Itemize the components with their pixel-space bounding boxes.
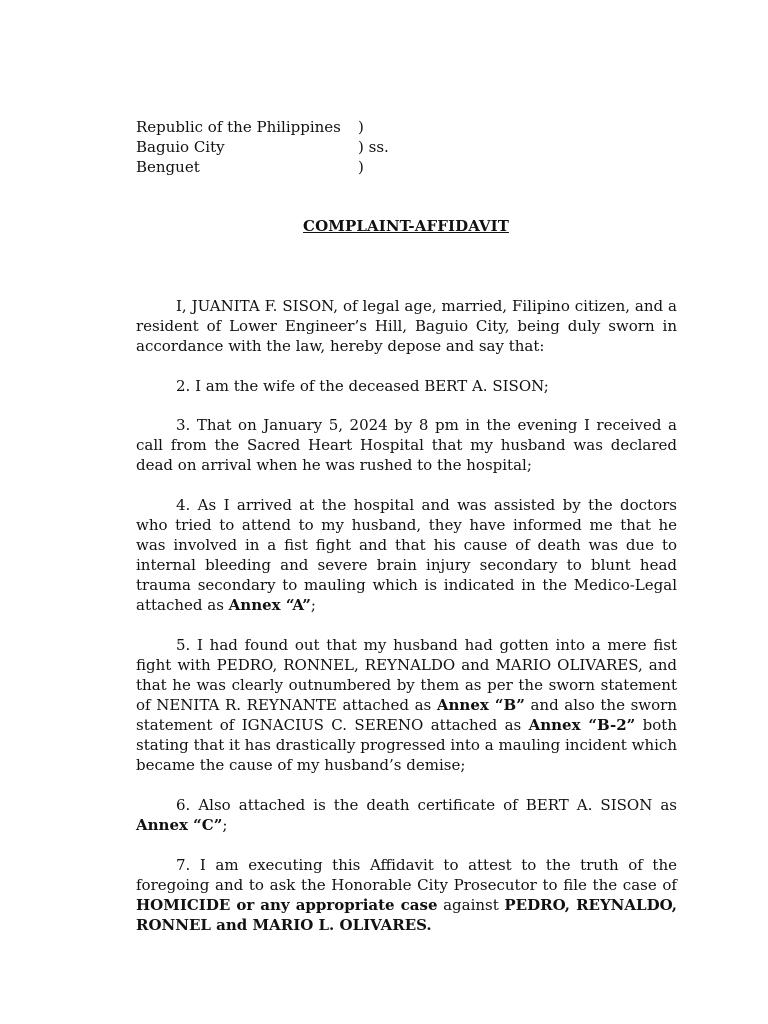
paragraph-3: 3. That on January 5, 2024 by 8 pm in the evening I received a call from the Sacred Heart Hospital that my husband was declared dead on arrival when he was rushed to the hospital; [136,416,677,474]
annex-reference: Annex “C” [136,816,223,834]
paragraph-2: 2. I am the wife of the deceased BERT A. SISON; [176,377,549,395]
paragraph-text: 4. As I arrived at the hospital and was assisted by the doctors who tried to attend to my husband, they have informed me that he was involved in a fist fight and that his cause of death was due to internal bleeding and severe brain injury secondary to blunt head trauma secondary to mauling which is indicated in the Medico-Legal attached as [136,496,677,614]
paragraph-text: 5. I had found out that my husband had gotten into a mere fist fight with PEDRO, RONNEL, REYNALDO and MARIO OLIVARES, and that he was clearly outnumbered by them as per the sworn statement of NENITA R. REYNANTE attached as [136,636,677,714]
paragraph-5 [136,635,677,775]
venue-paren: ) ss. [358,138,389,156]
venue-block [136,117,436,177]
annex-reference: Annex “B-2” [528,716,636,734]
paragraph-intro: I, JUANITA F. SISON, of legal age, married, Filipino citizen, and a resident of Lower Engineer’s Hill, Baguio City, being duly sworn in accordance with the law, hereby depose and say that: [136,297,677,355]
paragraph-7 [136,855,677,935]
paragraph-text: against [437,896,505,914]
paragraph-6 [136,795,677,835]
document-title: COMPLAINT-AFFIDAVIT [303,217,509,235]
venue-paren: ) [358,118,364,136]
venue-row-city [136,137,436,157]
paragraph-text: 6. Also attached is the death certificate of BERT A. SISON as [176,796,677,814]
paragraph-text: 7. I am executing this Affidavit to attest to the truth of the foregoing and to ask the Honorable City Prosecutor to file the case of [136,856,677,894]
annex-reference: Annex “A” [228,596,311,614]
paragraph-4 [136,495,677,615]
case-name: HOMICIDE or any appropriate case [136,896,438,914]
venue-place: Benguet [136,158,200,176]
venue-place: Republic of the Philippines [136,118,341,136]
paragraph-text: both stating that it has drastically progressed into a mauling incident which became the cause of my husband’s demise; [136,716,677,774]
paragraph-text: and also the sworn statement of IGNACIUS C. SERENO attached as [136,696,678,734]
paragraph-text: ; [222,816,228,834]
venue-place: Baguio City [136,138,225,156]
annex-reference: Annex “B” [436,696,525,714]
venue-row-country [136,117,436,137]
respondents-names: PEDRO, REYNALDO, RONNEL and MARIO L. OLIVARES. [136,896,677,934]
paragraph-text: ; [310,596,316,614]
venue-row-province [136,157,436,177]
venue-paren: ) [358,158,364,176]
